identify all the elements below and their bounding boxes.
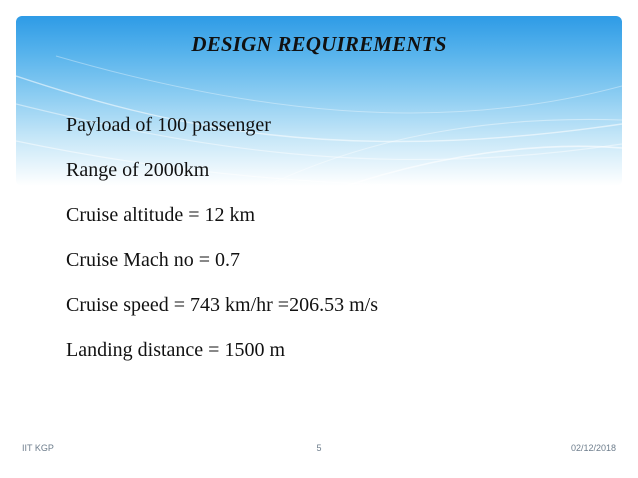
bullet-list bbox=[66, 110, 378, 380]
footer-page-number: 5 bbox=[316, 443, 322, 453]
bullet-item-cruise-speed: Cruise speed = 743 km/hr =206.53 m/s bbox=[66, 294, 378, 316]
bullet-item-landing-distance: Landing distance = 1500 m bbox=[66, 339, 286, 361]
footer-institution: IIT KGP bbox=[22, 443, 54, 453]
footer-date: 02/12/2018 bbox=[570, 443, 616, 453]
bullet-item-range: Range of 2000km bbox=[66, 159, 210, 181]
slide-title: DESIGN REQUIREMENTS bbox=[191, 32, 447, 56]
bullet-item-cruise-mach: Cruise Mach no = 0.7 bbox=[66, 249, 241, 271]
bullet-item-payload: Payload of 100 passenger bbox=[66, 114, 271, 136]
bullet-item-cruise-altitude: Cruise altitude = 12 km bbox=[66, 204, 256, 226]
